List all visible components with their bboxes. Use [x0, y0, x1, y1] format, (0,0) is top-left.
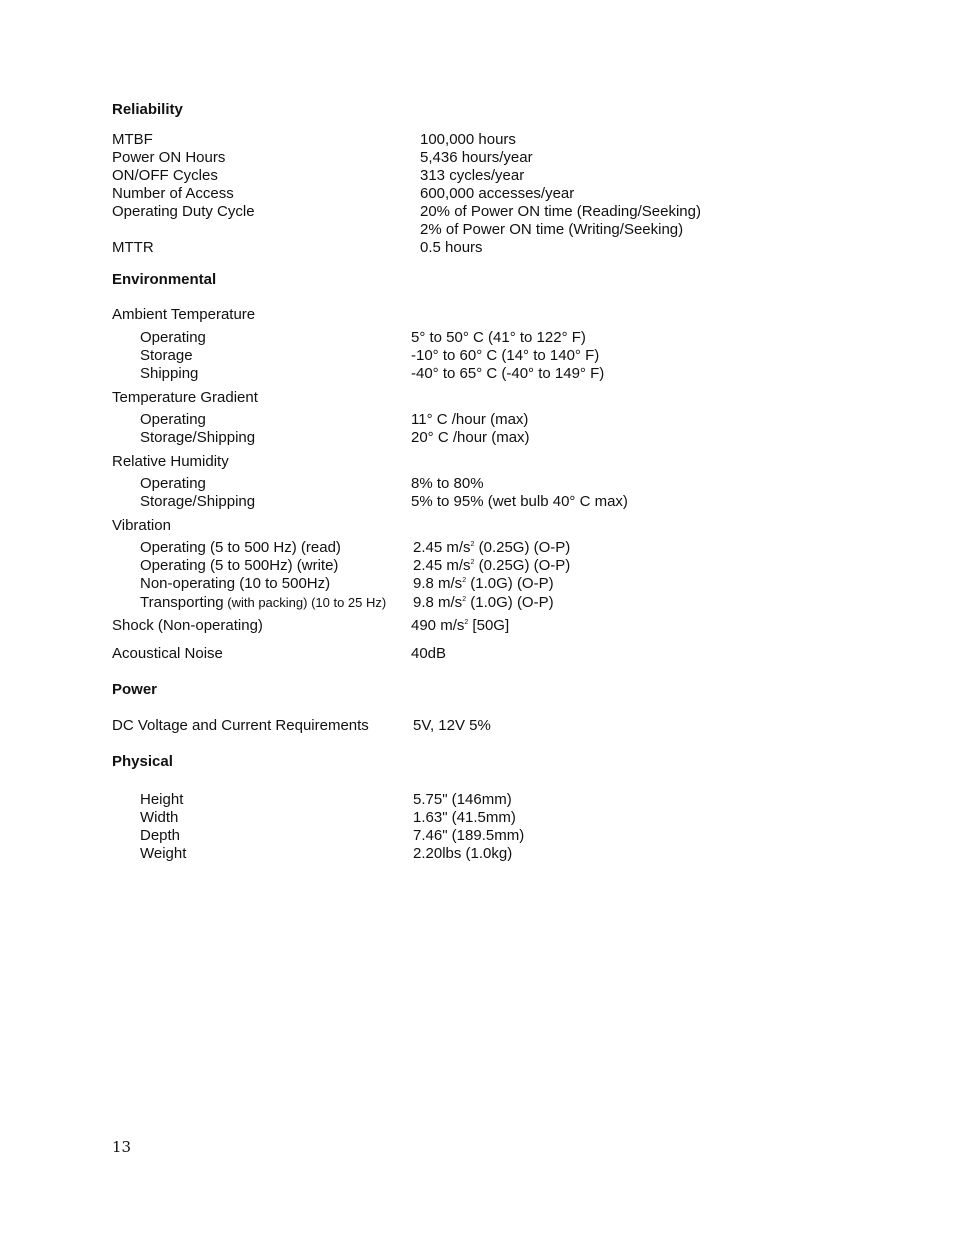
mtbf-value: 100,000 hours	[420, 131, 516, 148]
page-number: 13	[112, 1138, 132, 1156]
ambient-operating-label: Operating	[140, 329, 206, 346]
vibration-op-read-value: 2.45 $m/s^2$ (0.25G) (O-P)	[413, 539, 571, 556]
on-off-cycles-value: 313 cycles/year	[420, 167, 525, 184]
ambient-storage-label: Storage	[140, 347, 193, 364]
width-value: 1.63" (41.5mm)	[413, 809, 516, 826]
temperature-gradient-label: Temperature Gradient	[112, 389, 258, 406]
shock-label: Shock (Non-operating)	[112, 617, 263, 634]
mttr-value: 0.5 hours	[420, 239, 483, 256]
duty-cycle-label: Operating Duty Cycle	[112, 203, 255, 220]
number-of-access-label: Number of Access	[112, 185, 234, 202]
shock-value: 490 $m/s^2$ [50G]	[411, 617, 510, 634]
vibration-non-op-label: Non-operating (10 to 500Hz)	[140, 575, 331, 592]
vibration-op-write-value: 2.45 $m/s^2$ (0.25G) (O-P)	[413, 557, 571, 574]
gradient-storage-label: Storage/Shipping	[140, 429, 256, 446]
dc-voltage-label: DC Voltage and Current Requirements	[112, 717, 369, 734]
mttr-label: MTTR	[112, 239, 154, 256]
humidity-operating-value: 8% to 80%	[411, 475, 484, 492]
physical-heading: Physical	[112, 753, 173, 770]
ambient-storage-value: -10° to 60° C (14° to 140° F)	[411, 347, 600, 364]
ambient-operating-value: 5° to 50° C (41° to 122° F)	[411, 329, 586, 346]
gradient-operating-value: 11° C /hour (max)	[411, 411, 529, 428]
vibration-op-read-label: Operating (5 to 500 Hz) (read)	[140, 539, 341, 556]
gradient-storage-value: 20° C /hour (max)	[411, 429, 530, 446]
vibration-transport-label: Transporting (with packing) (10 to 25 Hz)	[140, 594, 387, 611]
gradient-operating-label: Operating	[140, 411, 206, 428]
depth-value: 7.46" (189.5mm)	[413, 827, 525, 844]
height-value: 5.75" (146mm)	[413, 791, 512, 808]
ambient-shipping-value: -40° to 65° C (-40° to 149° F)	[411, 365, 605, 382]
power-heading: Power	[112, 681, 158, 698]
power-on-hours-label: Power ON Hours	[112, 149, 226, 166]
environmental-heading: Environmental	[112, 271, 217, 288]
width-label: Width	[140, 809, 179, 826]
vibration-non-op-value: 9.8 $m/s^2$ (1.0G) (O-P)	[413, 575, 554, 592]
humidity-storage-value: 5% to 95% (wet bulb 40° C max)	[411, 493, 628, 510]
vibration-op-write-label: Operating (5 to 500Hz) (write)	[140, 557, 339, 574]
relative-humidity-label: Relative Humidity	[112, 453, 229, 470]
ambient-temperature-label: Ambient Temperature	[112, 306, 256, 323]
humidity-operating-label: Operating	[140, 475, 206, 492]
power-on-hours-value: 5,436 hours/year	[420, 149, 533, 166]
acoustical-noise-value: 40dB	[411, 645, 447, 662]
number-of-access-value: 600,000 accesses/year	[420, 185, 575, 202]
humidity-storage-label: Storage/Shipping	[140, 493, 256, 510]
weight-label: Weight	[140, 845, 187, 862]
weight-value: 2.20lbs (1.0kg)	[413, 845, 513, 862]
depth-label: Depth	[140, 827, 181, 844]
dc-voltage-value: 5V, 12V 5%	[413, 717, 491, 734]
mtbf-label: MTBF	[112, 131, 153, 148]
height-label: Height	[140, 791, 184, 808]
duty-cycle-value-write: 2% of Power ON time (Writing/Seeking)	[420, 221, 684, 238]
acoustical-noise-label: Acoustical Noise	[112, 645, 223, 662]
ambient-shipping-label: Shipping	[140, 365, 199, 382]
reliability-heading: Reliability	[112, 101, 183, 118]
vibration-label: Vibration	[112, 517, 171, 534]
on-off-cycles-label: ON/OFF Cycles	[112, 167, 218, 184]
duty-cycle-value-read: 20% of Power ON time (Reading/Seeking)	[420, 203, 701, 220]
vibration-transport-value: 9.8 $m/s^2$ (1.0G) (O-P)	[413, 594, 554, 611]
